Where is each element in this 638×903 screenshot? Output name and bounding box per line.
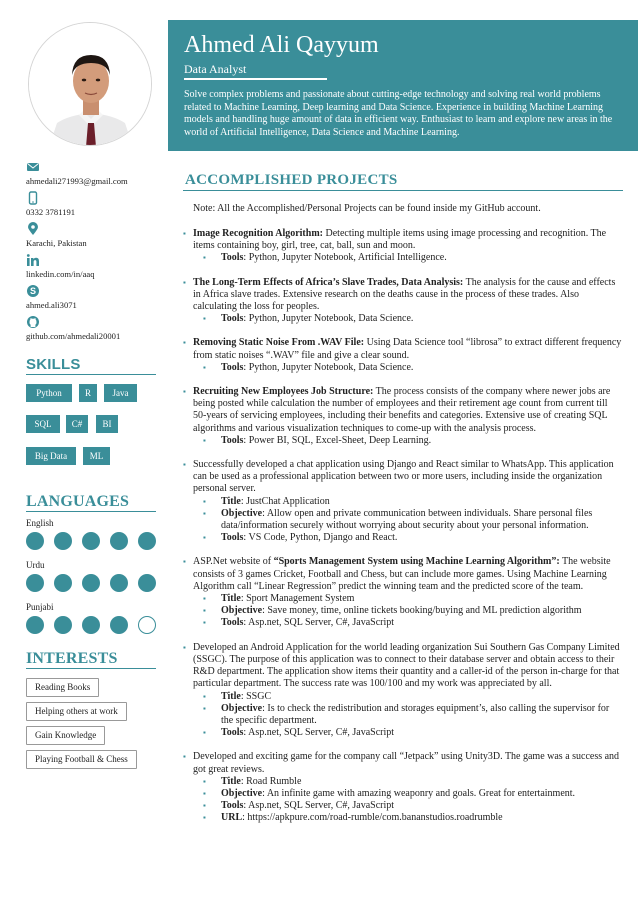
project-title: Image Recognition Algorithm: xyxy=(193,228,323,239)
tools-label: Tools xyxy=(221,532,244,544)
job-title: Data Analyst xyxy=(184,62,247,76)
spacer xyxy=(183,630,623,642)
interest-tag: Reading Books xyxy=(26,678,99,697)
tools-value: : Python, Jupyter Notebook, Artificial Intelligence. xyxy=(243,252,447,264)
project-detail xyxy=(183,776,623,788)
objective-label: Objective xyxy=(221,787,263,799)
github-text: github.com/ahmedali20001 xyxy=(26,331,121,341)
contact-github[interactable] xyxy=(26,315,166,341)
objective-label: Objective xyxy=(221,702,263,714)
tools-value: : Asp.net, SQL Server, C#, JavaScript xyxy=(243,800,395,812)
rating-dot-filled xyxy=(26,574,44,592)
tools-label: Tools xyxy=(221,361,244,373)
header-banner xyxy=(168,20,638,151)
project-description: The analysis for the cause and effects in Africa slave trades. Extensive research on the deaths cause in the process of these trades. Also calculating the loss for peoples. xyxy=(193,276,616,313)
phone-icon xyxy=(26,191,40,205)
profile-photo xyxy=(28,22,152,146)
project-detail xyxy=(183,691,623,703)
project-title: “Sports Management System using Machine Learning Algorithm”: xyxy=(273,556,560,568)
contact-linkedin[interactable] xyxy=(26,253,166,279)
project-item xyxy=(183,642,623,691)
project-detail xyxy=(183,617,623,629)
rating-dot-filled xyxy=(54,532,72,550)
objective-value: : Allow open and private communication between individuals. Share personal files data/information securely without worrying about security about your personal information. xyxy=(221,507,593,532)
tools-value: : Asp.net, SQL Server, C#, JavaScript xyxy=(243,617,395,629)
project-detail xyxy=(183,313,623,325)
project-detail xyxy=(183,593,623,605)
title-value: : SSGC xyxy=(240,690,272,702)
skill-chip: Java xyxy=(104,384,137,402)
objective-value: : Save money, time, online tickets booking/buying and ML prediction algorithm xyxy=(262,605,582,617)
skill-chip: SQL xyxy=(26,415,60,433)
project-detail xyxy=(183,508,623,532)
tools-label: Tools xyxy=(221,434,244,446)
profile-photo-illustration xyxy=(29,23,152,146)
rating-dot-filled xyxy=(110,616,128,634)
spacer xyxy=(183,447,623,459)
project-item xyxy=(183,751,623,775)
spacer xyxy=(183,739,623,751)
linkedin-icon xyxy=(26,253,40,267)
tools-label: Tools xyxy=(221,617,244,629)
skills-divider xyxy=(26,374,156,375)
project-detail xyxy=(183,800,623,812)
rating-dot-filled xyxy=(26,532,44,550)
projects-divider xyxy=(183,190,623,191)
email-icon xyxy=(26,160,40,174)
projects-list xyxy=(183,228,623,825)
tools-label: Tools xyxy=(221,800,244,812)
rating-dot-filled xyxy=(54,616,72,634)
project-title: Recruiting New Employees Job Structure: xyxy=(193,386,374,398)
spacer xyxy=(183,265,623,277)
rating-dot-filled xyxy=(110,574,128,592)
skill-chip: Python xyxy=(26,384,72,402)
profile-summary: Solve complex problems and passionate about cutting-edge technology and solving real world problems related to Machine Learning, Deep learning and Data Science. Experience in building Machine Learning models and handling huge amount of data in efficient way. Enthusiast to learn and explore new areas in the world of Artificial Intelligence, Data Science and Machine Learning. xyxy=(184,89,613,138)
tools-label: Tools xyxy=(221,727,244,739)
left-column xyxy=(0,0,168,903)
project-description: Successfully developed a chat application using Django and React similar to WhatsApp. This application can be used as a professional application between two or more users, including inside the organization personal server. xyxy=(193,459,614,495)
skill-chip: ML xyxy=(83,447,110,465)
email-text: ahmedali271993@gmail.com xyxy=(26,176,128,186)
tools-value: : Asp.net, SQL Server, C#, JavaScript xyxy=(243,727,395,739)
skype-text: ahmed.ali3071 xyxy=(26,300,77,310)
phone-text: 0332 3781191 xyxy=(26,207,76,217)
title-label: Title xyxy=(221,593,241,605)
projects-heading: ACCOMPLISHED PROJECTS xyxy=(185,172,398,188)
language-name: English xyxy=(26,518,54,528)
spacer xyxy=(183,325,623,337)
tools-label: Tools xyxy=(221,252,244,264)
languages-divider xyxy=(26,511,156,512)
interest-tag: Gain Knowledge xyxy=(26,726,105,745)
title-underline xyxy=(184,78,327,80)
title-value: : Road Rumble xyxy=(240,775,302,787)
title-label: Title xyxy=(221,690,241,702)
interests-heading: INTERESTS xyxy=(26,650,118,667)
location-icon xyxy=(26,222,40,236)
title-label: Title xyxy=(221,775,241,787)
project-detail xyxy=(183,496,623,508)
rating-dot-filled xyxy=(26,616,44,634)
project-detail xyxy=(183,727,623,739)
project-detail xyxy=(183,788,623,800)
project-description: The process consists of the company where newer jobs are being posted while calculation the number of employees and their retirement age count from current till 50-years of servicing employees, including their benefits and categories. Extensive use of creating SQL algorithms and various visualization techniques to come-up with the analysis process. xyxy=(193,386,611,434)
projects-note: Note: All the Accomplished/Personal Projects can be found inside my GitHub account. xyxy=(193,203,541,214)
skills-heading: SKILLS xyxy=(26,356,81,373)
rating-dot-filled xyxy=(110,532,128,550)
rating-dot-filled xyxy=(138,574,156,592)
project-description: Detecting multiple items using image processing and recognition. The items containing boy, girl, tree, cat, ball, sun and moon. xyxy=(193,228,607,252)
objective-value: : An infinite game with amazing weaponry and goals. Great for entertainment. xyxy=(262,787,576,799)
project-item xyxy=(183,277,623,314)
project-description: Using Data Science tool “librosa” to extract different frequency from static noises “.WAV” file and give a clear sound. xyxy=(193,337,622,361)
title-value: : JustChat Application xyxy=(240,495,330,507)
title-label: Title xyxy=(221,495,241,507)
project-item xyxy=(183,459,623,496)
project-item xyxy=(183,228,623,252)
project-detail xyxy=(183,605,623,617)
tools-value: : VS Code, Python, Django and React. xyxy=(243,532,398,544)
project-lead: ASP.Net website of xyxy=(193,556,274,568)
contact-location xyxy=(26,222,166,248)
linkedin-text: linkedin.com/in/aaq xyxy=(26,269,95,279)
rating-dot-filled xyxy=(82,532,100,550)
tools-label: Tools xyxy=(221,313,244,325)
project-description: Developed and exciting game for the company call “Jetpack” using Unity3D. The game was a success and got great reviews. xyxy=(193,751,620,775)
project-description: Developed an Android Application for the world leading organization Sui Southern Gas Company Limited (SSGC). The purpose of this application was to connect to their database server and obtain access to their R&D department. The application show items their quantity and a caller-id of the person in-charge for that particular department. The success rate was 100/100 and my work was appreciated by all. xyxy=(193,641,620,690)
interests-divider xyxy=(26,668,156,669)
project-detail xyxy=(183,703,623,727)
skill-chip: BI xyxy=(96,415,118,433)
language-name: Punjabi xyxy=(26,602,54,612)
skill-chip: C# xyxy=(66,415,88,433)
tools-value: : Python, Jupyter Notebook, Data Science. xyxy=(243,313,414,325)
url-label: URL xyxy=(221,812,243,824)
project-detail xyxy=(183,435,623,447)
candidate-name: Ahmed Ali Qayyum xyxy=(184,32,379,58)
project-item xyxy=(183,386,623,435)
objective-value: : Is to check the redistribution and storages equipment’s, also calling the supervisor for the specific department. xyxy=(221,702,610,726)
tools-value: : Power BI, SQL, Excel-Sheet, Deep Learning. xyxy=(243,434,432,446)
skill-chip: R xyxy=(79,384,97,402)
spacer xyxy=(183,544,623,556)
rating-dot-filled xyxy=(82,574,100,592)
github-icon xyxy=(26,315,40,329)
project-title: The Long-Term Effects of Africa’s Slave Trades, Data Analysis: xyxy=(193,276,464,288)
project-detail xyxy=(183,252,623,264)
project-description: The website consists of 3 games Cricket, Football and Chess, but can include more games. Using Machine Learning Algorithm call “Linear Regression” predict the winning team and the predicted score of the team. xyxy=(193,556,611,592)
url-value[interactable]: : https://apkpure.com/road-rumble/com.bananstudios.roadrumble xyxy=(242,812,503,824)
tools-value: : Python, Jupyter Notebook, Data Science. xyxy=(243,361,414,373)
rating-dot-empty xyxy=(138,616,156,634)
spacer xyxy=(183,374,623,386)
title-value: : Sport Management System xyxy=(240,593,355,605)
rating-dot-filled xyxy=(54,574,72,592)
contact-email[interactable] xyxy=(26,160,166,186)
contact-skype[interactable] xyxy=(26,284,166,310)
project-title: Removing Static Noise From .WAV File: xyxy=(193,337,365,349)
interest-tag: Playing Football & Chess xyxy=(26,750,137,769)
location-text: Karachi, Pakistan xyxy=(26,238,87,248)
contact-phone[interactable] xyxy=(26,191,166,217)
language-name: Urdu xyxy=(26,560,45,570)
rating-dot-filled xyxy=(138,532,156,550)
languages-heading: LANGUAGES xyxy=(26,493,130,510)
project-detail xyxy=(183,362,623,374)
rating-dot-filled xyxy=(82,616,100,634)
project-detail xyxy=(183,532,623,544)
objective-label: Objective xyxy=(221,507,263,519)
interest-tag: Helping others at work xyxy=(26,702,127,721)
project-detail xyxy=(183,812,623,824)
project-item xyxy=(183,337,623,361)
skype-icon xyxy=(26,284,40,298)
project-item xyxy=(183,556,623,593)
svg-text:S: S xyxy=(29,286,37,297)
objective-label: Objective xyxy=(221,605,263,617)
skill-chip: Big Data xyxy=(26,447,76,465)
